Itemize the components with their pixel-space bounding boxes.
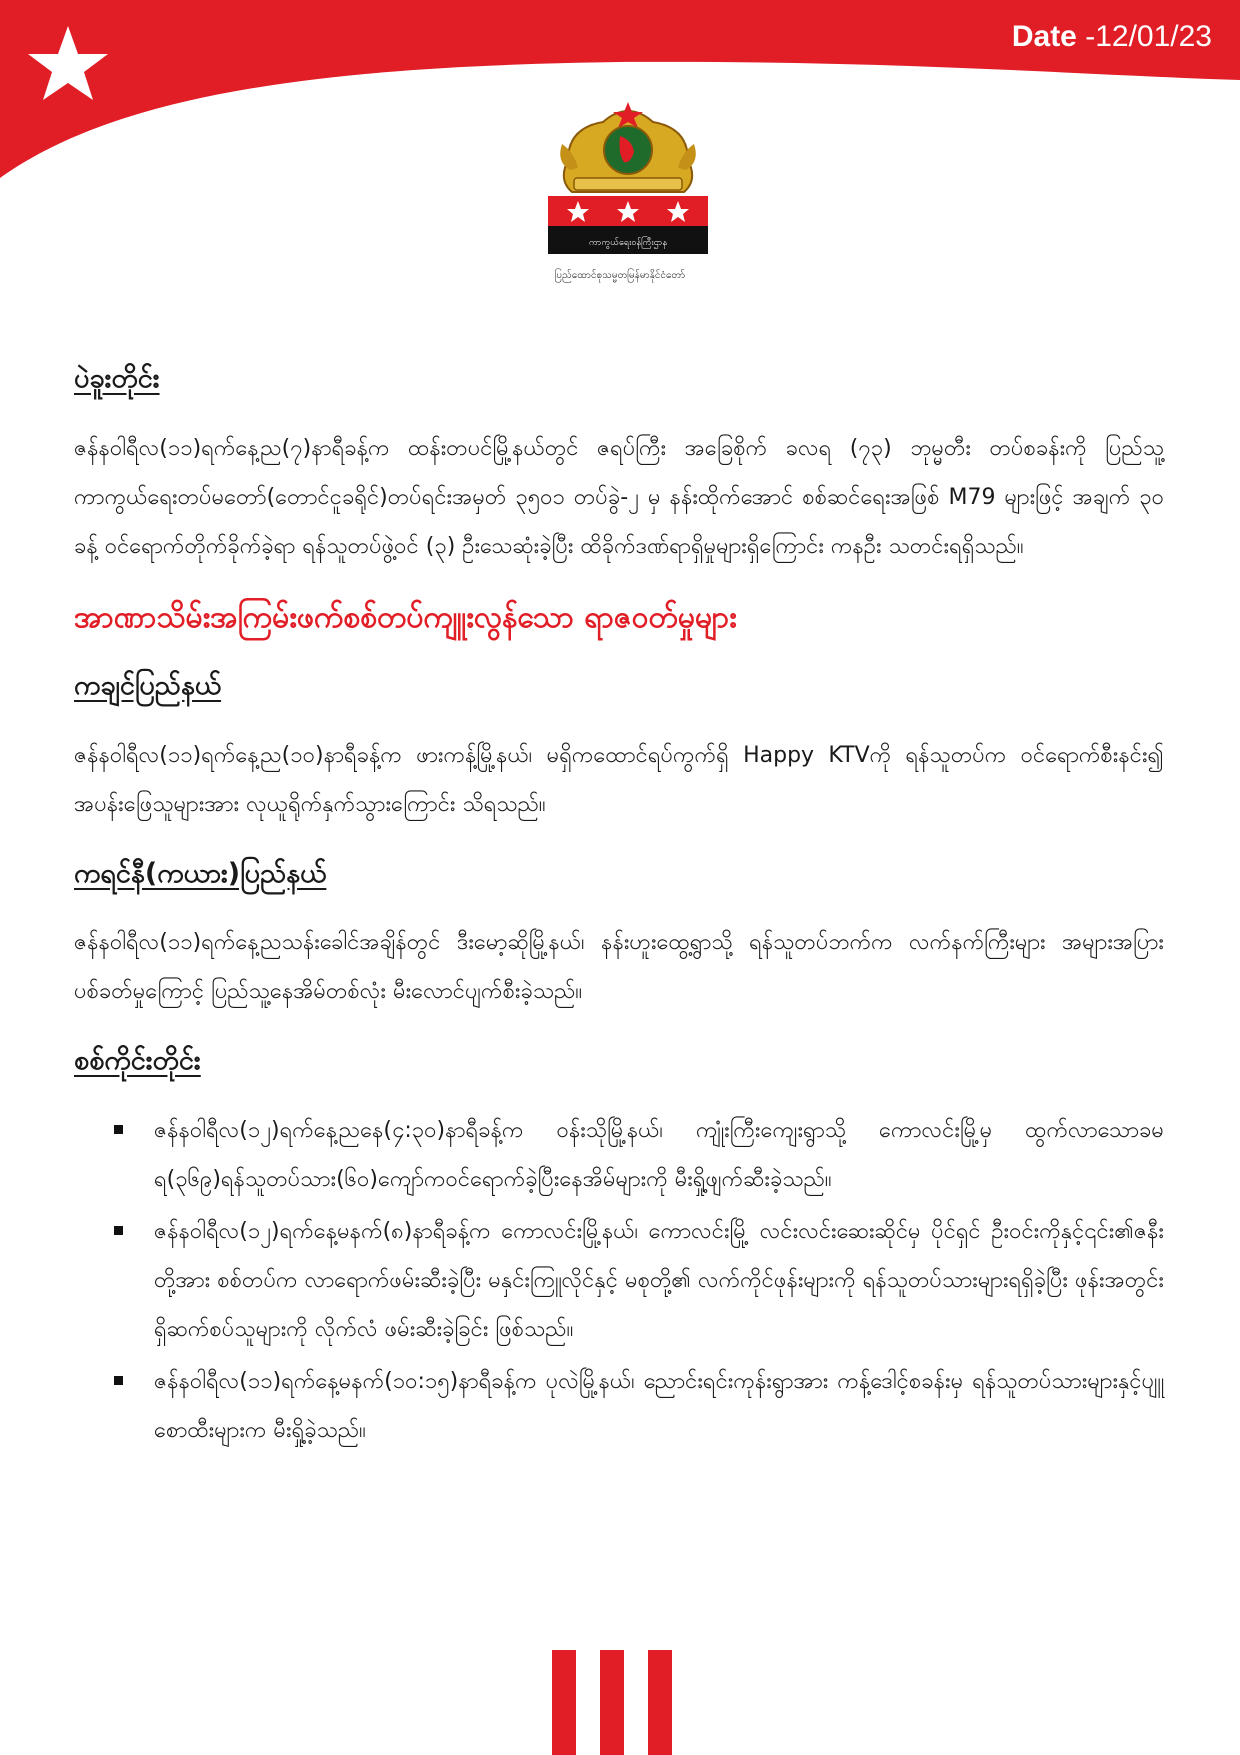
section-body-pegu: ဇန်နဝါရီလ(၁၁)ရက်နေ့ည(၇)နာရီခန့်က ထန်းတပင်မြို့နယ်တွင် ဇရပ်ကြီး အခြေစိုက် ခလရ (၇၃) ဘုမ္မတီး တပ်စခန်းကို ပြည်သူ့ကာကွယ်ရေးတပ်မတော်(တောင်ငူခရိုင်)တပ်ရင်းအမှတ် ၃၅၀၁ တပ်ခွဲ-၂ မှ နန်းထိုက်အောင် စစ်ဆင်ရေးအဖြစ် M79 များဖြင့် အချက် ၃၀ ခန့် ဝင်ရောက်တိုက်ခိုက်ခဲ့ရာ ရန်သူတပ်ဖွဲ့ဝင် (၃) ဦးသေဆုံးခဲ့ပြီး ထိခိုက်ဒဏ်ရာရှိမှုများရှိကြောင်း ကနဦး သတင်းရရှိသည်။ [74,435,1164,559]
section-heading-kachin: ကချင်ပြည်နယ် [74,669,222,701]
bullet-icon [114,1125,123,1134]
section-heading-sagaing: စစ်ကိုင်းတိုင်း [74,1045,201,1077]
bullet-icon [114,1226,123,1235]
list-item: ဇန်နဝါရီလ(၁၁)ရက်နေ့မနက်(၁၀:၁၅)နာရီခန့်က ပုလဲမြို့နယ်၊ ညောင်းရင်းကုန်းရွာအား ကန့်ဒေါင့်စခန်းမှ ရန်သူတပ်သားများနှင့်ပျူစောထီးများက မီးရှို့ခဲ့သည်။ [74,1357,1164,1455]
document-date: Date -12/01/23 [1011,20,1212,53]
bullet-icon [114,1376,123,1385]
list-item: ဇန်နဝါရီလ(၁၂)ရက်နေ့ညနေ(၄:၃၀)နာရီခန့်က ဝန်းသိုမြို့နယ်၊ ကျုံးကြီးကျေးရွာသို့ ကောလင်းမြို့မှ ထွက်လာသောခမရ(၃၆၉)ရန်သူတပ်သား(၆၀)ကျော်ကဝင်ရောက်ခဲ့ပြီးနေအိမ်များကို မီးရှို့ဖျက်ဆီးခဲ့သည်။ [74,1106,1164,1204]
footer-bar [648,1650,672,1755]
section-heading-karenni: ကရင်နီ(ကယား)ပြည်နယ် [74,857,327,889]
emblem-caption: ပြည်ထောင်စုသမ္မတမြန်မာနိုင်ငံတော် [554,270,686,281]
footer-bar [552,1650,576,1755]
footer-bar [600,1650,624,1755]
emblem-band-text: ကာကွယ်ရေးဝန်ကြီးဌာန [588,238,668,248]
section-body-karenni: ဇန်နဝါရီလ(၁၁)ရက်နေ့ညသန်းခေါင်အချိန်တွင် ဒီးမော့ဆိုမြို့နယ်၊ နန်းဟူးထွေ့ရွာသို့ ရန်သူတပ်ဘက်က လက်နက်ကြီးများ အများအပြားပစ်ခတ်မှုကြောင့် ပြည်သူ့နေအိမ်တစ်လုံး မီးလောင်ပျက်စီးခဲ့သည်။ [74,930,1164,1005]
list-item: ဇန်နဝါရီလ(၁၂)ရက်နေ့မနက်(၈)နာရီခန့်က ကောလင်းမြို့နယ်၊ ကောလင်းမြို့ လင်းလင်းဆေးဆိုင်မှ ပိုင်ရှင် ဦးဝင်းကိုနှင့်၎င်း၏ဇနီးတို့အား စစ်တပ်က လာရောက်ဖမ်းဆီးခဲ့ပြီး မနှင်းကြူလိုင်နှင့် မစုတို့၏ လက်ကိုင်ဖုန်းများကို ရန်သူတပ်သားများရရှိခဲ့ပြီး ဖုန်းအတွင်းရှိဆက်စပ်သူများကို လိုက်လံ ဖမ်းဆီးခဲ့ခြင်း ဖြစ်သည်။ [74,1207,1164,1354]
report-body [74,360,1164,1458]
sagaing-list [74,1106,1164,1455]
state-emblem-icon [548,100,708,290]
section-body-kachin: ဇန်နဝါရီလ(၁၁)ရက်နေ့ည(၁၀)နာရီခန့်က ဖားကန့်မြို့နယ်၊ မရှိကထောင်ရပ်ကွက်ရှိ Happy KTVကို ရန်သူတပ်က ဝင်ရောက်စီးနင်း၍ အပန်းဖြေသူများအား လုယူရိုက်နှက်သွားကြောင်း သိရသည်။ [74,742,1164,817]
crimes-heading: အာဏာသိမ်းအကြမ်းဖက်စစ်တပ်ကျူးလွန်သော ရာဇဝတ်မှုများ [74,599,737,635]
section-heading-pegu: ပဲခူးတိုင်း [74,363,160,394]
